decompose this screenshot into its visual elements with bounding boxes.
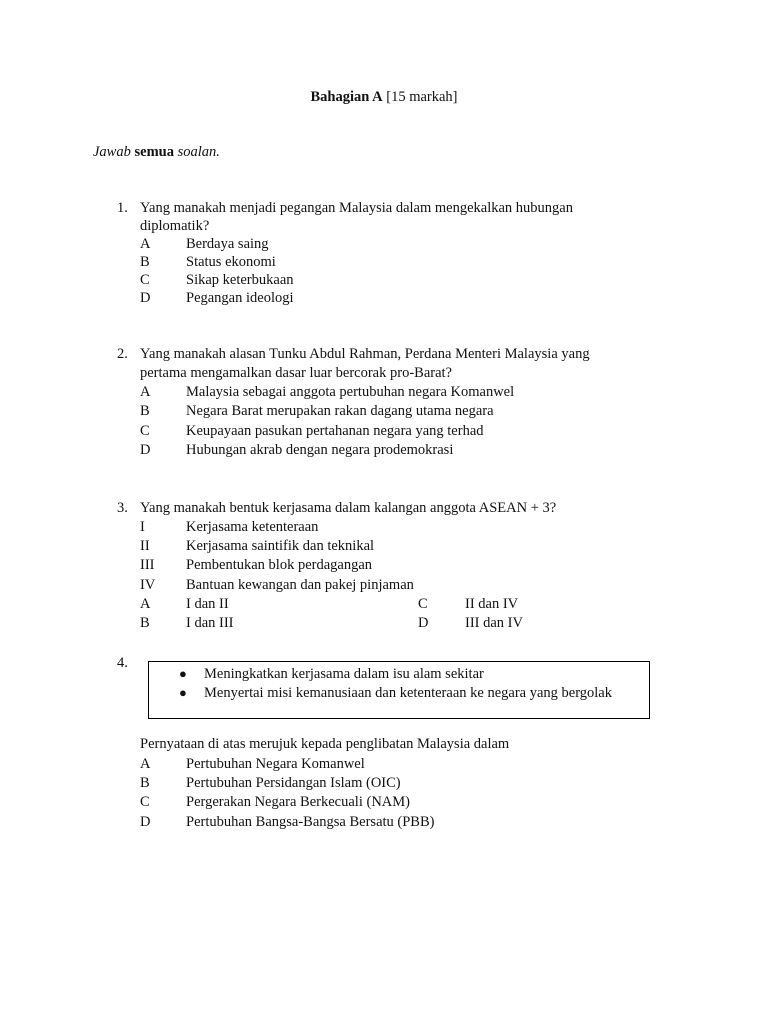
instruction-word-3: soalan. <box>177 144 220 160</box>
section-marks: [15 markah] <box>386 89 458 105</box>
question-number: 1. <box>117 200 128 216</box>
option-label: A <box>140 756 151 772</box>
statement-label: IV <box>140 577 156 593</box>
option-text: II dan IV <box>465 596 519 612</box>
bullet-icon: ● <box>179 685 187 700</box>
question-stem-line: Yang manakah bentuk kerjasama dalam kalangan anggota ASEAN + 3? <box>140 500 557 516</box>
option-label: D <box>140 290 151 306</box>
statement-text: Kerjasama ketenteraan <box>186 519 319 535</box>
option-text: I dan II <box>186 596 229 612</box>
statement-text: Bantuan kewangan dan pakej pinjaman <box>186 577 414 593</box>
statement-box <box>148 661 650 719</box>
bullet-icon: ● <box>179 666 187 681</box>
option-text: Pertubuhan Bangsa-Bangsa Bersatu (PBB) <box>186 814 435 830</box>
option-text: Status ekonomi <box>186 254 276 270</box>
option-label: D <box>140 814 151 830</box>
option-label: D <box>418 615 429 631</box>
question-number: 4. <box>117 655 128 671</box>
option-label: B <box>140 403 150 419</box>
section-heading: Bahagian A <box>310 89 383 105</box>
question-stem-line: pertama mengamalkan dasar luar bercorak pro-Barat? <box>140 365 452 381</box>
option-label: C <box>140 423 150 439</box>
statement-label: III <box>140 557 155 573</box>
option-text: Malaysia sebagai anggota pertubuhan negara Komanwel <box>186 384 515 400</box>
option-label: C <box>140 794 150 810</box>
option-text: Sikap keterbukaan <box>186 272 294 288</box>
box-bullet-text: Menyertai misi kemanusiaan dan ketenteraan ke negara yang bergolak <box>204 685 612 701</box>
instruction <box>93 143 220 161</box>
statement-label: I <box>140 519 145 535</box>
statement-label: II <box>140 538 150 554</box>
statement-text: Pembentukan blok perdagangan <box>186 557 373 573</box>
option-text: Pergerakan Negara Berkecuali (NAM) <box>186 794 410 810</box>
statement-text: Kerjasama saintifik dan teknikal <box>186 538 375 554</box>
question-number: 2. <box>117 346 128 362</box>
box-bullet-text: Meningkatkan kerjasama dalam isu alam sekitar <box>204 666 484 682</box>
option-label: D <box>140 442 151 458</box>
question-stem-line: Yang manakah menjadi pegangan Malaysia dalam mengekalkan hubungan <box>140 200 573 216</box>
option-label: A <box>140 596 151 612</box>
option-text: Hubungan akrab dengan negara prodemokrasi <box>186 442 454 458</box>
question-stem-line: Yang manakah alasan Tunku Abdul Rahman, Perdana Menteri Malaysia yang <box>140 346 590 362</box>
option-label: B <box>140 254 150 270</box>
option-text: Negara Barat merupakan rakan dagang utama negara <box>186 403 494 419</box>
option-label: B <box>140 615 150 631</box>
question-stem-line: diplomatik? <box>140 218 210 234</box>
option-text: Keupayaan pasukan pertahanan negara yang terhad <box>186 423 484 439</box>
option-label: C <box>418 596 428 612</box>
question-stem-line: Pernyataan di atas merujuk kepada penglibatan Malaysia dalam <box>140 736 510 752</box>
instruction-word-2: semua <box>134 144 174 160</box>
option-text: III dan IV <box>465 615 523 631</box>
option-label: B <box>140 775 150 791</box>
option-text: Berdaya saing <box>186 236 269 252</box>
option-text: Pertubuhan Persidangan Islam (OIC) <box>186 775 401 791</box>
option-text: I dan III <box>186 615 234 631</box>
option-text: Pegangan ideologi <box>186 290 294 306</box>
section-title <box>0 88 768 106</box>
option-label: A <box>140 236 151 252</box>
question-number: 3. <box>117 500 128 516</box>
option-label: C <box>140 272 150 288</box>
option-label: A <box>140 384 151 400</box>
option-text: Pertubuhan Negara Komanwel <box>186 756 365 772</box>
instruction-word-1: Jawab <box>93 144 131 160</box>
